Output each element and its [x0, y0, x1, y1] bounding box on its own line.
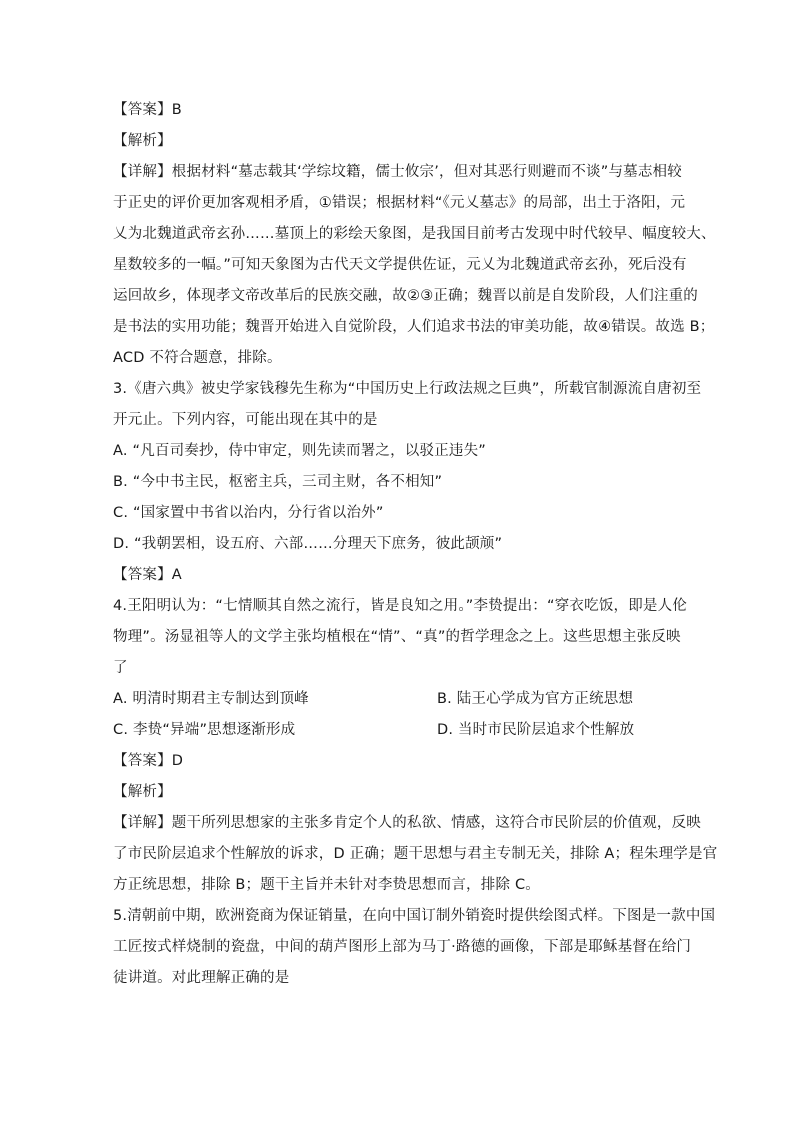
question-4 [113, 591, 718, 901]
detail-line: 于正史的评价更加客观相矛盾，①错误；根据材料“《元乂墓志》的局部，出土于洛阳，元 [113, 195, 686, 211]
analysis-label: 【解析】 [113, 784, 172, 800]
question-stem-line: 3.《唐六典》被史学家钱穆先生称为“中国历史上行政法规之巨典”，所载官制源流自唐初至 [113, 381, 702, 397]
detail-line: 【详解】根据材料“墓志载其‘学综坟籍，儒士攸宗’，但对其恶行则避而不谈”与墓志相较 [113, 164, 682, 180]
detail-line: 了市民阶层追求个性解放的诉求，D 正确；题干思想与君主专制无关，排除 A；程朱理学是官 [113, 846, 718, 862]
detail-line: 乂为北魏道武帝玄孙……墓顶上的彩绘天象图，是我国目前考古发现中时代较早、幅度较大、 [113, 226, 716, 242]
option-row [113, 684, 683, 715]
option-c: C. 李贽“异端”思想逐渐形成 [113, 722, 296, 738]
detail-paragraph [113, 157, 716, 374]
option-a: A. “凡百司奏抄，侍中审定，则先读而署之，以驳正违失” [113, 443, 487, 459]
question-3 [113, 374, 702, 591]
analysis-label: 【解析】 [113, 133, 172, 149]
question-stem-line: 徒讲道。对此理解正确的是 [113, 970, 290, 986]
option-b: B. 陆王心学成为官方正统思想 [437, 691, 634, 707]
option-d: D. 当时市民阶层追求个性解放 [437, 722, 635, 738]
answer-label: 【答案】D [113, 753, 184, 769]
question-stem-line: 开元止。下列内容，可能出现在其中的是 [113, 412, 378, 428]
detail-line: ACD 不符合题意，排除。 [113, 350, 282, 366]
question-stem-line: 5.清朝前中期，欧洲瓷商为保证销量，在向中国订制外销瓷时提供绘图式样。下图是一款中国 [113, 908, 716, 924]
question-stem-line: 4.王阳明认为：“七情顺其自然之流行，皆是良知之用。”李贽提出：“穿衣吃饭，即是人伦 [113, 598, 688, 614]
question-stem-line: 了 [113, 660, 128, 676]
detail-line: 是书法的实用功能；魏晋开始进入自觉阶段，人们追求书法的审美功能，故④错误。故选 B； [113, 319, 715, 335]
detail-line: 星数较多的一幅。”可知天象图为古代天文学提供佐证，元乂为北魏道武帝玄孙，死后没有 [113, 257, 687, 273]
question-stem-line: 物理”。汤显祖等人的文学主张均植根在“情”、“真”的哲学理念之上。这些思想主张反映 [113, 629, 681, 645]
detail-line: 运回故乡，体现孝文帝改革后的民族交融，故②③正确；魏晋以前是自发阶段，人们注重的 [113, 288, 698, 304]
option-row [113, 715, 683, 746]
document-page [113, 95, 718, 994]
option-c: C. “国家置中书省以治内，分行省以治外” [113, 505, 384, 521]
question-5 [113, 901, 716, 994]
option-b: B. “今中书主民，枢密主兵，三司主财，各不相知” [113, 474, 443, 490]
answer-label: 【答案】B [113, 102, 182, 118]
question-stem-line: 工匠按式样烧制的瓷盘，中间的葫芦图形上部为马丁·路德的画像，下部是耶稣基督在给门 [113, 939, 692, 955]
option-d: D. “我朝罢相，设五府、六部……分理天下庶务，彼此颉颃” [113, 536, 503, 552]
detail-line: 方正统思想，排除 B；题干主旨并未针对李贽思想而言，排除 C。 [113, 877, 540, 893]
option-a: A. 明清时期君主专制达到顶峰 [113, 691, 309, 707]
answer-label: 【答案】A [113, 567, 182, 583]
detail-line: 【详解】题干所列思想家的主张多肯定个人的私欲、情感，这符合市民阶层的价值观，反映 [113, 815, 701, 831]
